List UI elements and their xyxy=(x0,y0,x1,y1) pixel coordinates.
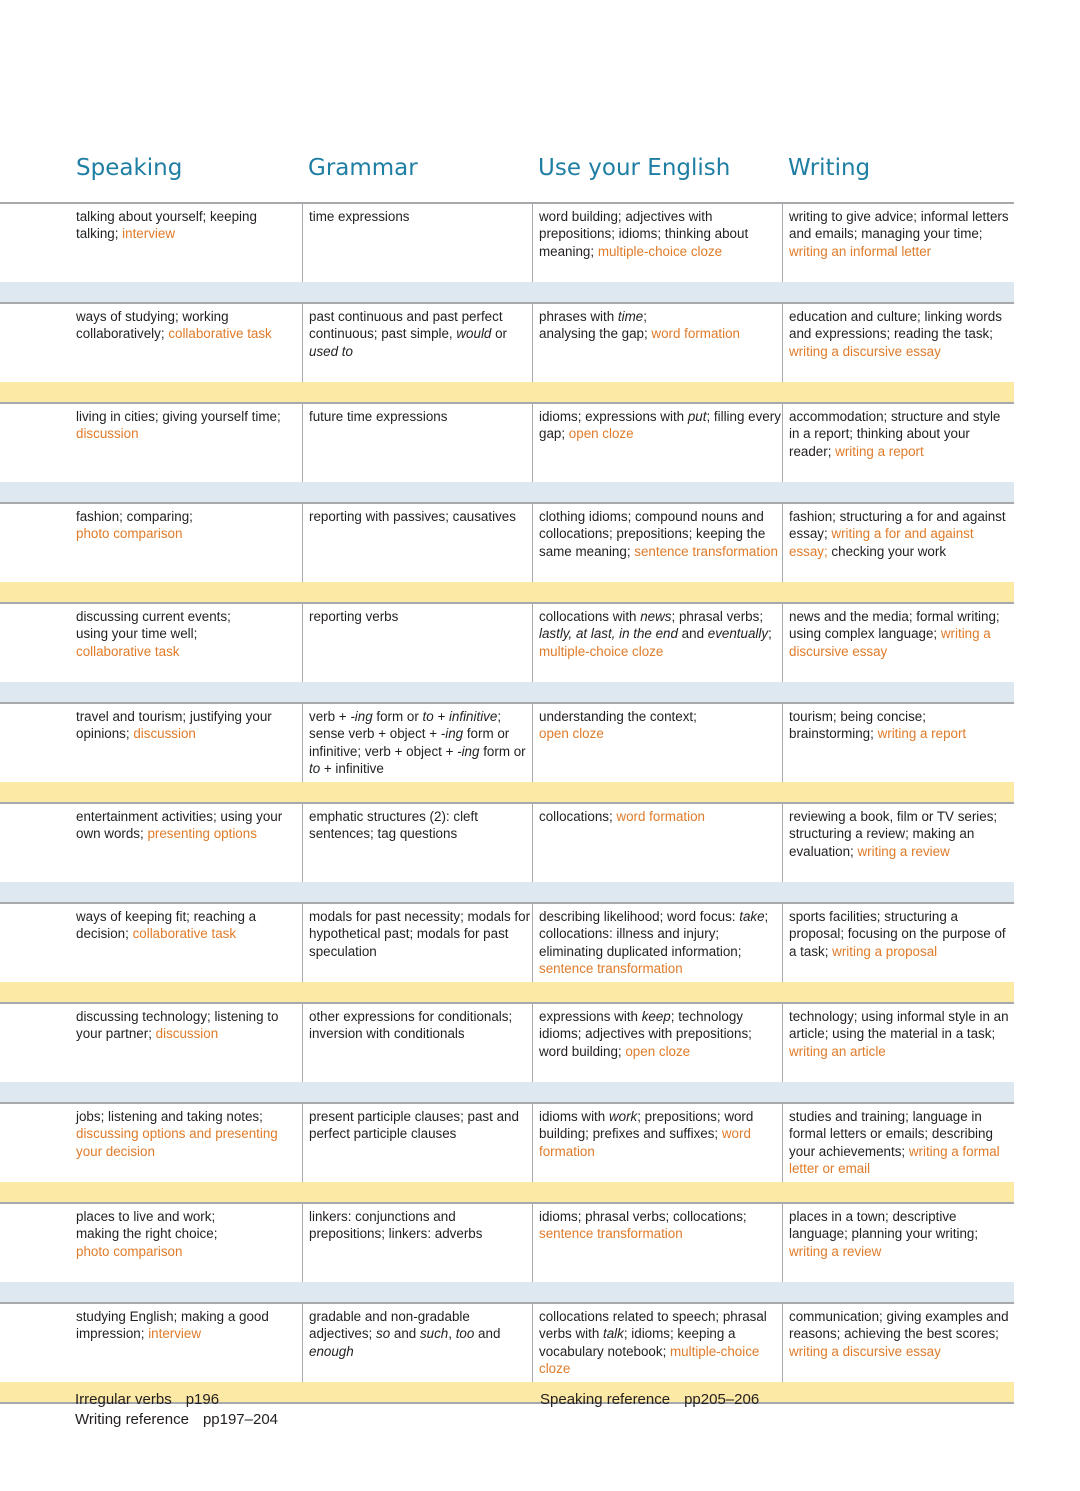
exam-task-text: sentence transformation xyxy=(634,543,778,559)
cell-use xyxy=(532,504,782,582)
topic-text: talking about yourself; keeping talking; xyxy=(76,209,257,242)
topic-text: keep xyxy=(641,1009,671,1024)
topic-text: ways of keeping fit; reaching a decision; xyxy=(76,909,257,942)
topic-text: expressions with xyxy=(539,1009,642,1024)
exam-task-text: collaborative task xyxy=(132,926,237,942)
cell-speaking xyxy=(76,404,301,482)
topic-text: fashion; structuring a for and against essay; xyxy=(789,509,1006,542)
cell-writing xyxy=(782,204,1014,282)
topic-text: reporting verbs xyxy=(309,609,399,624)
topic-text: places to live and work; xyxy=(76,1209,216,1224)
topic-text: enough xyxy=(309,1343,354,1359)
exam-task-text: writing a report xyxy=(835,443,924,459)
exam-task-text: writing a for and against essay; xyxy=(789,526,974,559)
cell-grammar xyxy=(302,304,532,382)
cell-use xyxy=(532,704,782,782)
cell-grammar xyxy=(302,204,532,282)
cell-use xyxy=(532,604,782,682)
topic-text: and xyxy=(677,626,708,642)
topic-text: so xyxy=(376,1326,391,1342)
cell-grammar xyxy=(302,1304,532,1382)
topic-text: analysing the gap; xyxy=(539,326,652,342)
cell-grammar xyxy=(302,404,532,482)
exam-task-text: word formation xyxy=(616,809,705,824)
topic-text: communication; giving examples and reasons; achieving the best scores; xyxy=(789,1309,1009,1342)
exam-task-text: photo comparison xyxy=(76,526,183,542)
exam-task-text: open cloze xyxy=(568,426,634,442)
exam-task-text: writing a discursive essay xyxy=(789,343,941,359)
cell-speaking xyxy=(76,804,301,882)
exam-task-text: photo comparison xyxy=(76,1243,183,1259)
topic-text: collocations with xyxy=(539,609,641,624)
topic-text: put xyxy=(687,409,707,424)
topic-text: -ing xyxy=(457,743,480,759)
row-separator-band xyxy=(0,682,1014,702)
irregular-verbs-label: Irregular verbs xyxy=(75,1391,172,1408)
table-row xyxy=(0,1202,1014,1282)
table-row xyxy=(0,1102,1014,1182)
topic-text: form or xyxy=(372,709,423,724)
cell-writing xyxy=(782,404,1014,482)
topic-text: take xyxy=(739,909,765,924)
cell-use xyxy=(532,404,782,482)
topic-text: living in cities; giving yourself time; xyxy=(76,409,281,424)
cell-writing xyxy=(782,604,1014,682)
topic-text: -ing xyxy=(350,709,373,724)
table-row xyxy=(0,702,1014,782)
irregular-verbs-ref xyxy=(75,1390,278,1410)
topic-text: future time expressions xyxy=(309,409,448,424)
topic-text: checking your work xyxy=(827,543,947,559)
exam-task-text: writing a review xyxy=(789,1243,882,1259)
cell-use xyxy=(532,304,782,382)
topic-text: gradable and non-gradable adjectives; xyxy=(309,1309,470,1342)
cell-speaking xyxy=(76,904,301,982)
cell-speaking xyxy=(76,204,301,282)
syllabus-table xyxy=(0,202,1014,1404)
topic-text: studies and training; language in formal letters or emails; describing your achievements; xyxy=(789,1109,993,1159)
topic-text: ; idioms; keeping a vocabulary notebook; xyxy=(539,1326,736,1359)
exam-task-text: writing an informal letter xyxy=(789,243,932,259)
speaking-reference-ref xyxy=(540,1390,759,1410)
cell-grammar xyxy=(302,804,532,882)
footer-right xyxy=(540,1390,759,1410)
topic-text: or xyxy=(491,326,508,342)
topic-text: education and culture; linking words and expressions; reading the task; xyxy=(789,309,1002,342)
exam-task-text: collaborative task xyxy=(168,326,272,342)
table-row xyxy=(0,602,1014,682)
topic-text: idioms with xyxy=(539,1109,609,1124)
topic-text: lastly, at last, in the end xyxy=(539,626,678,642)
topic-text: + infinitive xyxy=(320,761,384,777)
cell-grammar xyxy=(302,1204,532,1282)
topic-text: modals for past necessity; modals for hypothetical past; modals for past speculation xyxy=(309,909,531,959)
exam-task-text: discussion xyxy=(155,1026,219,1042)
speaking-reference-label: Speaking reference xyxy=(540,1391,671,1408)
table-row xyxy=(0,302,1014,382)
topic-text: talk xyxy=(603,1326,624,1342)
cell-speaking xyxy=(76,1004,301,1082)
topic-text: making the right choice; xyxy=(76,1226,218,1242)
topic-text: verb + xyxy=(309,709,351,724)
topic-text: collocations; xyxy=(539,809,617,824)
topic-text: reporting with passives; causatives xyxy=(309,509,516,524)
topic-text: eventually xyxy=(707,626,769,642)
cell-use xyxy=(532,1104,782,1182)
exam-task-text: writing a proposal xyxy=(832,943,938,959)
topic-text: collocations related to speech; phrasal verbs with xyxy=(539,1309,767,1342)
cell-grammar xyxy=(302,704,532,782)
topic-text: time xyxy=(617,309,644,324)
cell-writing xyxy=(782,1104,1014,1182)
cell-use xyxy=(532,1004,782,1082)
exam-task-text: writing a review xyxy=(857,843,950,859)
table-row xyxy=(0,802,1014,882)
exam-task-text: sentence transformation xyxy=(539,961,683,977)
exam-task-text: multiple-choice cloze xyxy=(597,243,723,259)
topic-text: news xyxy=(640,609,672,624)
exam-task-text: sentence transformation xyxy=(539,1226,683,1242)
topic-text: places in a town; descriptive language; planning your writing; xyxy=(789,1209,979,1242)
cell-grammar xyxy=(302,1104,532,1182)
topic-text: idioms; phrasal verbs; collocations; xyxy=(539,1209,747,1224)
topic-text: work xyxy=(608,1109,638,1124)
cell-use xyxy=(532,1204,782,1282)
cell-use xyxy=(532,204,782,282)
exam-task-text: open cloze xyxy=(625,1043,691,1059)
topic-text: ; phrasal verbs; xyxy=(671,609,764,624)
table-row xyxy=(0,1002,1014,1082)
cell-writing xyxy=(782,704,1014,782)
exam-task-text: presenting options xyxy=(147,826,257,842)
cell-speaking xyxy=(76,604,301,682)
topic-text: present participle clauses; past and perfect participle clauses xyxy=(309,1109,519,1142)
topic-text: word building; adjectives with prepositions; idioms; thinking about meaning; xyxy=(539,209,749,259)
topic-text: understanding the context; xyxy=(539,709,697,724)
topic-text: ; collocations: illness and injury; eliminating duplicated information; xyxy=(539,909,769,959)
topic-text: writing to give advice; informal letters and emails; managing your time; xyxy=(789,209,1009,242)
row-separator-band xyxy=(0,282,1014,302)
cell-speaking xyxy=(76,1304,301,1382)
topic-text: clothing idioms; compound nouns and collocations; prepositions; keeping the same meaning; xyxy=(539,509,766,559)
topic-text: sports facilities; structuring a proposal; focusing on the purpose of a task; xyxy=(789,909,1006,959)
cell-use xyxy=(532,804,782,882)
speaking-reference-pages: pp205–206 xyxy=(684,1391,760,1408)
row-separator-band xyxy=(0,1182,1014,1202)
topic-text: and xyxy=(390,1326,420,1342)
topic-text: ways of studying; working collaboratively; xyxy=(76,309,229,342)
cell-writing xyxy=(782,1004,1014,1082)
topic-text: ; filling every gap; xyxy=(539,409,781,442)
cell-writing xyxy=(782,504,1014,582)
topic-text: accommodation; structure and style in a report; thinking about your reader; xyxy=(789,409,1001,459)
topic-text: phrases with xyxy=(539,309,618,324)
cell-speaking xyxy=(76,704,301,782)
exam-task-text: multiple-choice cloze xyxy=(539,643,664,659)
topic-text: to + infinitive xyxy=(422,709,498,724)
table-row xyxy=(0,502,1014,582)
topic-text: jobs; listening and taking notes; xyxy=(76,1109,263,1124)
topic-text: too xyxy=(455,1326,475,1342)
exam-task-text: word formation xyxy=(651,326,740,342)
topic-text: fashion; comparing; xyxy=(76,509,193,524)
topic-text: studying English; making a good impression; xyxy=(76,1309,269,1342)
cell-writing xyxy=(782,1304,1014,1382)
row-separator-band xyxy=(0,1082,1014,1102)
row-separator-band xyxy=(0,482,1014,502)
topic-text: time expressions xyxy=(309,209,410,224)
cell-speaking xyxy=(76,504,301,582)
topic-text: linkers: conjunctions and prepositions; linkers: adverbs xyxy=(309,1209,483,1242)
exam-task-text: discussing options and presenting your decision xyxy=(76,1126,278,1159)
table-row xyxy=(0,902,1014,982)
cell-speaking xyxy=(76,304,301,382)
header-grammar: Grammar xyxy=(308,155,418,181)
topic-text: ; xyxy=(643,309,647,324)
topic-text: travel and tourism; justifying your opinions; xyxy=(76,709,272,742)
cell-grammar xyxy=(302,504,532,582)
topic-text: form or infinitive; verb + object + xyxy=(309,726,510,759)
exam-task-text: interview xyxy=(148,1326,202,1342)
row-separator-band xyxy=(0,1282,1014,1302)
topic-text: past continuous and past perfect continuous; past simple, xyxy=(309,309,503,342)
table-row xyxy=(0,1302,1014,1382)
cell-use xyxy=(532,904,782,982)
topic-text: form or xyxy=(479,743,526,759)
row-separator-band xyxy=(0,382,1014,402)
cell-writing xyxy=(782,304,1014,382)
cell-speaking xyxy=(76,1204,301,1282)
topic-text: idioms; expressions with xyxy=(539,409,688,424)
header-writing: Writing xyxy=(788,155,871,181)
writing-reference-ref xyxy=(75,1410,278,1430)
row-separator-band xyxy=(0,882,1014,902)
exam-task-text: writing a report xyxy=(877,726,967,742)
exam-task-text: discussion xyxy=(133,726,196,742)
exam-task-text: writing a formal letter or email xyxy=(789,1143,1000,1177)
topic-text: ; technology idioms; adjectives with prepositions; word building; xyxy=(539,1009,752,1059)
topic-text: -ing xyxy=(440,726,464,742)
exam-task-text: writing a discursive essay xyxy=(789,1343,941,1359)
topic-text: ; prepositions; word building; prefixes and suffixes; xyxy=(539,1109,754,1142)
cell-grammar xyxy=(302,904,532,982)
exam-task-text: collaborative task xyxy=(76,643,180,659)
cell-grammar xyxy=(302,1004,532,1082)
topic-text: such xyxy=(419,1326,449,1342)
cell-writing xyxy=(782,1204,1014,1282)
exam-task-text: writing a discursive essay xyxy=(789,626,991,659)
cell-use xyxy=(532,1304,782,1382)
row-separator-band xyxy=(0,782,1014,802)
exam-task-text: interview xyxy=(122,226,175,242)
topic-text: and xyxy=(474,1326,501,1342)
topic-text: ; xyxy=(768,626,772,642)
topic-text: discussing technology; listening to your partner; xyxy=(76,1009,279,1042)
topic-text: discussing current events; xyxy=(76,609,231,624)
topic-text: used to xyxy=(309,343,353,359)
cell-speaking xyxy=(76,1104,301,1182)
topic-text: other expressions for conditionals; inversion with conditionals xyxy=(309,1009,513,1042)
topic-text: tourism; being concise; brainstorming; xyxy=(789,709,926,742)
exam-task-text: discussion xyxy=(76,426,139,442)
column-headers xyxy=(0,155,1080,189)
topic-text: ; sense verb + object + xyxy=(309,709,502,742)
topic-text: news and the media; formal writing; using complex language; xyxy=(789,609,1000,642)
row-separator-band xyxy=(0,582,1014,602)
table-row xyxy=(0,402,1014,482)
topic-text: , xyxy=(448,1326,456,1342)
topic-text: using your time well; xyxy=(76,626,198,642)
topic-text: entertainment activities; using your own words; xyxy=(76,809,283,842)
footer-left xyxy=(75,1390,278,1430)
topic-text: describing likelihood; word focus: xyxy=(539,909,740,924)
exam-task-text: writing an article xyxy=(789,1043,886,1059)
writing-reference-pages: pp197–204 xyxy=(202,1411,279,1428)
irregular-verbs-page: p196 xyxy=(185,1391,220,1408)
header-speaking: Speaking xyxy=(76,155,183,181)
exam-task-text: word formation xyxy=(539,1126,751,1159)
table-row xyxy=(0,202,1014,282)
cell-writing xyxy=(782,904,1014,982)
topic-text: technology; using informal style in an article; using the material in a task; xyxy=(789,1009,1009,1042)
topic-text: reviewing a book, film or TV series; structuring a review; making an evaluation; xyxy=(789,809,998,859)
cell-grammar xyxy=(302,604,532,682)
topic-text: would xyxy=(456,326,492,342)
cell-writing xyxy=(782,804,1014,882)
topic-text: emphatic structures (2): cleft sentences; tag questions xyxy=(309,809,478,842)
exam-task-text: multiple-choice cloze xyxy=(539,1343,760,1377)
exam-task-text: open cloze xyxy=(539,726,604,742)
header-use-your-english: Use your English xyxy=(538,155,731,181)
row-separator-band xyxy=(0,982,1014,1002)
writing-reference-label: Writing reference xyxy=(75,1411,189,1428)
topic-text: to xyxy=(309,761,321,777)
